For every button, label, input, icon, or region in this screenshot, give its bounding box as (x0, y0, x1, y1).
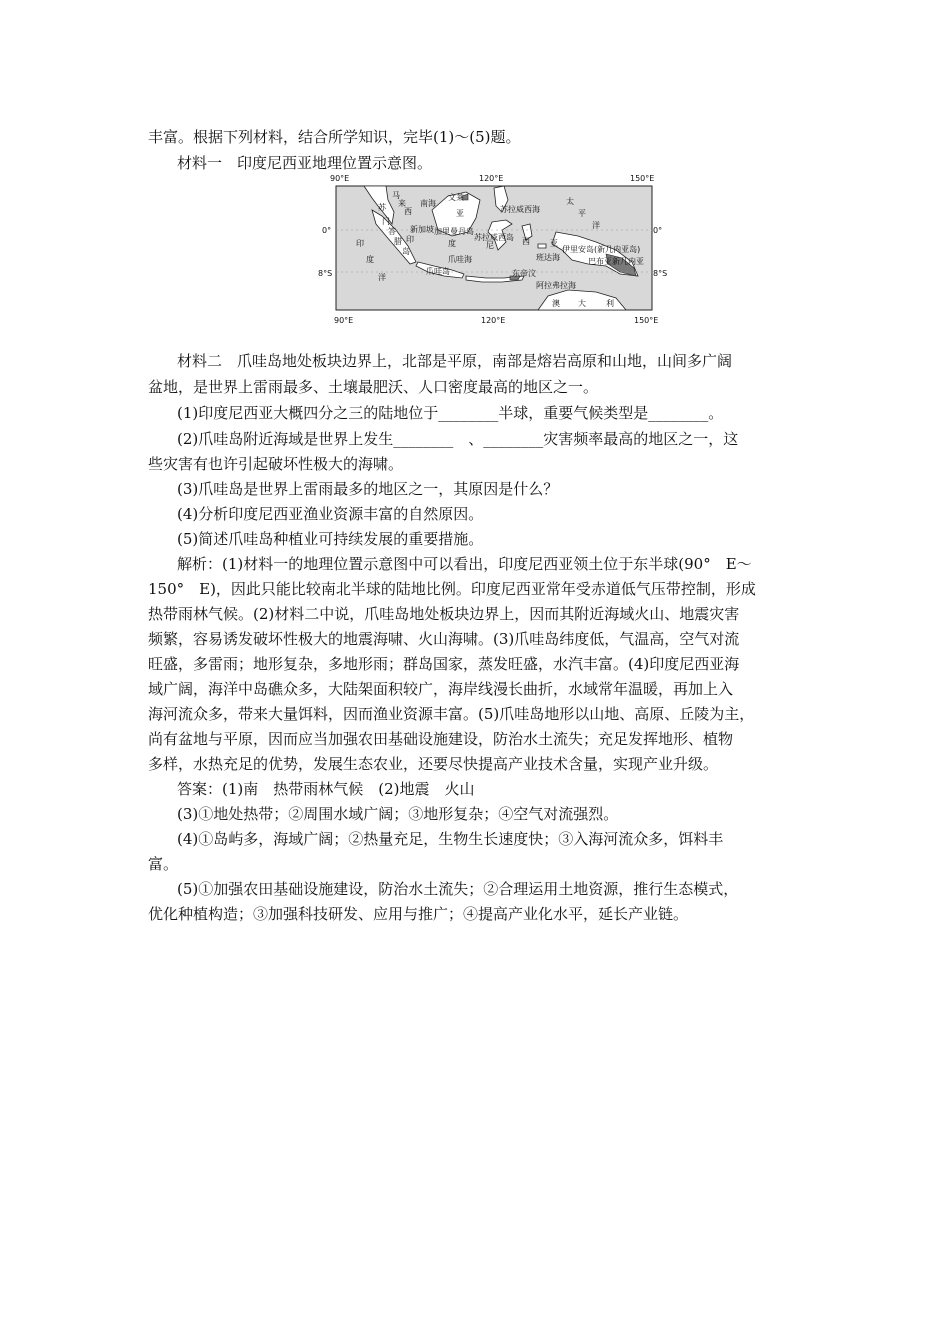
label-new-guinea: 伊里安岛(新几内亚岛) (562, 245, 641, 254)
question-2: (2)爪哇岛附近海域是世界上发生________ 、________灾害频率最高的地区之一，这 (177, 430, 739, 448)
lat-label-right-8s: 8°S (653, 269, 668, 278)
label-sumatra-4: 腊 (394, 237, 402, 246)
answer-5: (5)①加强农田基础设施建设，防治水土流失；②合理运用土地资源，推行生态模式， (177, 880, 739, 898)
analysis-line: 150° E)，因此只能比较南北半球的陆地比例。印度尼西亚常年受赤道低气压带控制，形成 (148, 580, 756, 598)
label-java-island: 爪哇岛 (426, 267, 450, 276)
label-malaysia-2: 来 (398, 199, 406, 208)
analysis-line: 频繁，容易诱发破坏性极大的地震海啸、火山海啸。(3)爪哇岛纬度低，气温高，空气对流 (148, 630, 740, 648)
label-indian-ocean-3: 洋 (378, 273, 386, 282)
label-east-timor: 东帝汶 (512, 269, 536, 278)
question-4: (4)分析印度尼西亚渔业资源丰富的自然原因。 (177, 505, 484, 523)
label-sumatra-5: 岛 (402, 247, 410, 256)
label-indonesia-1: 印 (406, 235, 414, 244)
label-arafura-sea: 阿拉弗拉海 (536, 281, 576, 290)
label-sulawesi-sea: 苏拉威西海 (500, 205, 540, 214)
lon-label-top-90: 90°E (330, 174, 350, 183)
label-south-china-sea: 南海 (420, 199, 436, 208)
label-sulawesi-island: 苏拉威西岛 (474, 233, 514, 242)
question-2-cont: 些灾害有也许引起破坏性极大的海啸。 (148, 455, 404, 473)
lat-label-left-8s: 8°S (318, 269, 333, 278)
question-3: (3)爪哇岛是世界上雷雨最多的地区之一，其原因是什么？ (177, 480, 559, 498)
label-png: 巴布亚新几内亚 (588, 257, 644, 266)
material2-line: 材料二 爪哇岛地处板块边界上，北部是平原，南部是熔岩高原和山地，山间多广阔 (177, 352, 733, 370)
label-sumatra-1: 苏 (378, 203, 386, 212)
label-australia-1: 澳 (552, 299, 560, 308)
label-sumatra-2: 门 (382, 217, 390, 226)
label-pacific-2: 平 (578, 209, 586, 218)
analysis-line: 解析：(1)材料一的地理位置示意图中可以看出，印度尼西亚领土位于东半球(90° E～ (177, 555, 752, 573)
label-australia-2: 大 (578, 299, 586, 308)
answer-5-cont: 优化种植构造；③加强科技研发、应用与推广；④提高产业化水平，延长产业链。 (148, 905, 689, 923)
question-1: (1)印度尼西亚大概四分之三的陆地位于________半球，重要气候类型是________。 (177, 404, 724, 422)
answer-4: (4)①岛屿多，海域广阔；②热量充足，生物生长速度快；③入海河流众多，饵料丰 (177, 830, 724, 848)
label-banda-sea: 班达海 (536, 253, 560, 262)
answer-3: (3)①地处热带；②周围水域广阔；③地形复杂；④空气对流强烈。 (177, 805, 619, 823)
label-brunei: 文莱 (448, 193, 464, 202)
label-indian-ocean-1: 印 (356, 239, 364, 248)
intro-line: 丰富。根据下列材料，结合所学知识，完毕(1)～(5)题。 (148, 128, 521, 146)
lon-label-bottom-150: 150°E (634, 316, 659, 325)
answer-line: 答案：(1)南 热带雨林气候 (2)地震 火山 (177, 780, 475, 798)
label-sumatra-3: 答 (388, 227, 396, 236)
label-pacific-1: 太 (566, 197, 574, 206)
label-malaysia-3: 西 (404, 207, 412, 216)
label-indonesia-5: 亚 (550, 239, 558, 248)
label-java-sea: 爪哇海 (448, 255, 472, 264)
question-5: (5)简述爪哇岛种植业可持续发展的重要措施。 (177, 530, 484, 548)
material2-line-cont: 盆地，是世界上雷雨最多、土壤最肥沃、人口密度最高的地区之一。 (148, 378, 599, 396)
lon-label-bottom-90: 90°E (334, 316, 354, 325)
analysis-line: 旺盛，多雷雨；地形复杂，多地形雨；群岛国家，蒸发旺盛，水汽丰富。(4)印度尼西亚海 (148, 655, 740, 673)
label-indonesia-4: 西 (522, 237, 530, 246)
label-indonesia-2: 度 (448, 239, 456, 248)
lon-label-top-120: 120°E (479, 174, 504, 183)
indonesia-map (316, 166, 672, 332)
analysis-line: 热带雨林气候。(2)材料二中说，爪哇岛地处板块边界上，因而其附近海域火山、地震灾害 (148, 605, 740, 623)
label-indian-ocean-2: 度 (366, 255, 374, 264)
label-malaysia-4: 亚 (456, 209, 464, 218)
lon-label-top-150: 150°E (630, 174, 655, 183)
lon-label-bottom-120: 120°E (481, 316, 506, 325)
analysis-line: 海河流众多，带来大量饵料，因而渔业资源丰富。(5)爪哇岛地形以山地、高原、丘陵为主， (148, 705, 755, 723)
label-pacific-3: 洋 (592, 221, 600, 230)
label-malaysia-1: 马 (392, 191, 400, 200)
label-australia-3: 利 (606, 299, 614, 308)
label-singapore: 新加坡 (410, 225, 434, 234)
material1-title: 材料一 印度尼西亚地理位置示意图。 (177, 154, 433, 172)
lat-label-right-0: 0° (653, 226, 663, 235)
label-indonesia-3: 尼 (486, 241, 494, 250)
answer-4-cont: 富。 (148, 855, 179, 873)
analysis-line: 尚有盆地与平原，因而应当加强农田基础设施建设，防治水土流失；充足发挥地形、植物 (148, 730, 734, 748)
analysis-line: 多样，水热充足的优势，发展生态农业，还要尽快提高产业技术含量，实现产业升级。 (148, 755, 719, 773)
analysis-line: 域广阔，海洋中岛礁众多，大陆架面积较广，海岸线漫长曲折，水域常年温暖，再加上入 (148, 680, 734, 698)
label-borneo: 加里曼丹岛 (434, 227, 474, 236)
lat-label-left-0: 0° (322, 226, 332, 235)
